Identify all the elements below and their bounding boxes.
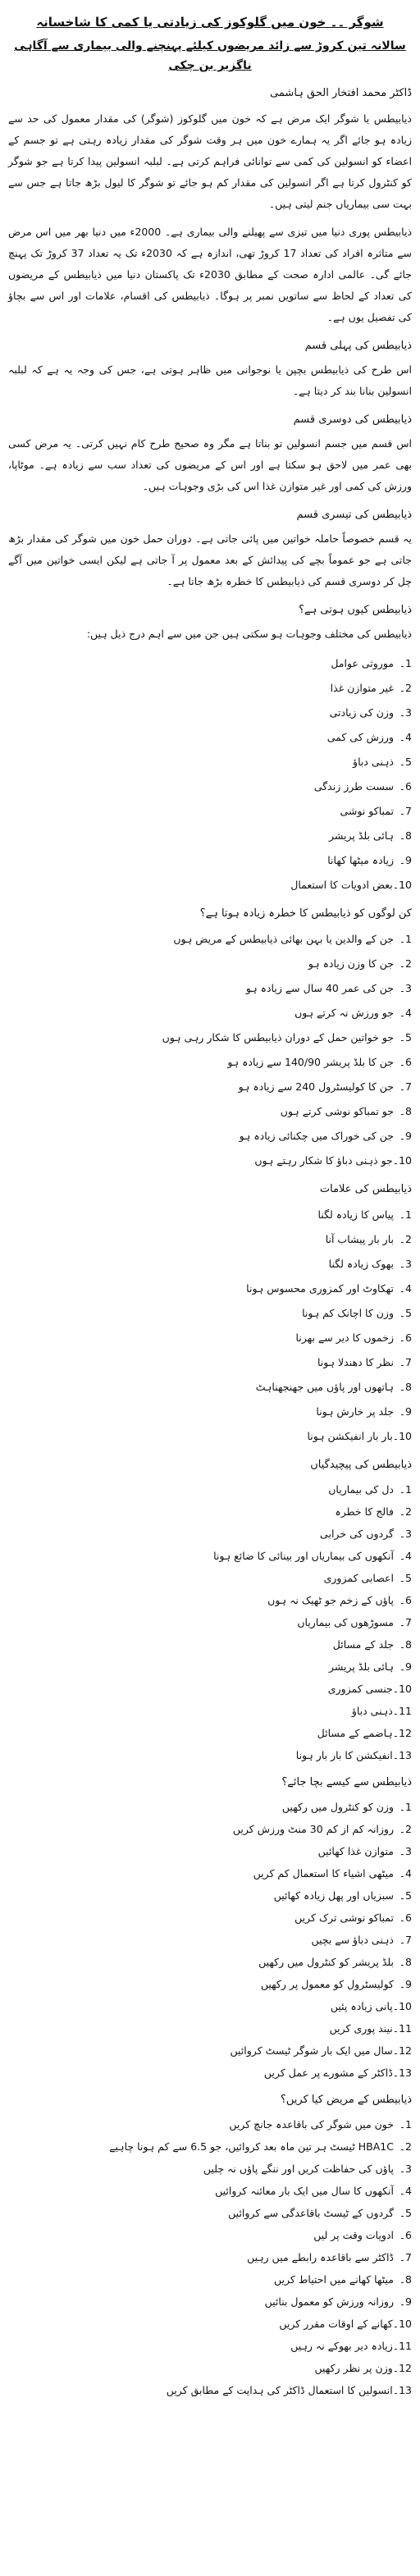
list-item-number: 2۔ bbox=[399, 1233, 412, 1245]
list-item-number: 1۔ bbox=[399, 2118, 412, 2131]
list-item-text: میٹھا کھانے میں احتیاط کریں bbox=[274, 2273, 394, 2286]
list-item-number: 4۔ bbox=[399, 731, 412, 743]
list-item bbox=[8, 1973, 412, 1995]
list-item-number: 2۔ bbox=[399, 1505, 412, 1518]
list-item-text: تھکاوٹ اور کمزوری محسوس ہونا bbox=[246, 1282, 394, 1295]
list-item-number: 6۔ bbox=[399, 1594, 412, 1606]
list-item bbox=[8, 1678, 412, 1700]
tests-list bbox=[8, 2113, 412, 2401]
list-item bbox=[8, 1929, 412, 1951]
list-item-text: جن کا بلڈ پریشر 140/90 سے زیادہ ہو bbox=[227, 1056, 394, 1068]
causes-intro: ذیابیطس کی مختلف وجوہات ہو سکتی ہیں جن میں سے اہم درج ذیل ہیں: bbox=[86, 628, 412, 640]
list-item bbox=[8, 873, 412, 897]
list-item-text: دل کی بیماریاں bbox=[328, 1483, 394, 1496]
list-item-text: جن کی عمر 40 سال سے زیادہ ہو bbox=[245, 982, 394, 994]
list-item bbox=[8, 2224, 412, 2246]
list-item-text: سست طرز زندگی bbox=[313, 780, 394, 792]
list-item-number: 9۔ bbox=[399, 2295, 412, 2308]
list-item-text: ہاضمے کے مسائل bbox=[317, 1727, 393, 1739]
list-item bbox=[8, 976, 412, 1001]
type2-heading: ذیابیطس کی دوسری قسم bbox=[293, 413, 412, 426]
list-item-text: زخموں کا دیر سے بھرنا bbox=[295, 1331, 394, 1344]
list-item bbox=[8, 1500, 412, 1523]
list-item-text: خون میں شوگر کی باقاعدہ جانچ کریں bbox=[229, 2118, 394, 2131]
list-item-number: 9۔ bbox=[399, 1660, 412, 1673]
risk-heading: کن لوگوں کو ذیابیطس کا خطرہ زیادہ ہوتا ہے؟ bbox=[199, 907, 412, 920]
list-item-text: جو خواتین حمل کے دوران ذیابیطس کا شکار رہی ہوں bbox=[162, 1031, 394, 1044]
list-item-text: ڈاکٹر کے مشورے پر عمل کریں bbox=[263, 2067, 393, 2079]
type1-heading: ذیابیطس کی پہلی قسم bbox=[304, 340, 412, 352]
list-item bbox=[8, 1862, 412, 1884]
list-item-text: نیند پوری کریں bbox=[329, 2022, 393, 2035]
list-item-number: 12۔ bbox=[392, 2362, 412, 2374]
list-item-number: 3۔ bbox=[399, 706, 412, 719]
list-item-number: 9۔ bbox=[399, 1978, 412, 1990]
list-item bbox=[8, 1227, 412, 1252]
list-item-text: ادویات وقت پر لیں bbox=[313, 2229, 394, 2241]
list-item-text: غیر متوازن غذا bbox=[330, 682, 394, 694]
list-item bbox=[8, 848, 412, 873]
list-item-number: 3۔ bbox=[399, 1258, 412, 1270]
list-item-text: جو تمباکو نوشی کرتے ہوں bbox=[280, 1105, 394, 1117]
risk-list bbox=[8, 927, 412, 1173]
list-item-text: وزن پر نظر رکھیں bbox=[314, 2362, 393, 2374]
list-item-text: ذہنی دباؤ bbox=[353, 756, 394, 768]
list-item-number: 6۔ bbox=[399, 2229, 412, 2241]
list-item-text: زیادہ دیر بھوکے نہ رہیں bbox=[290, 2340, 393, 2352]
tests-heading: ذیابیطس کے مریض کیا کریں؟ bbox=[280, 2094, 412, 2106]
symptoms-list bbox=[8, 1203, 412, 1449]
list-item bbox=[8, 1400, 412, 1424]
list-item bbox=[8, 2180, 412, 2202]
list-item-text: ہاتھوں اور پاؤں میں جھنجھناہٹ bbox=[255, 1381, 394, 1393]
list-item bbox=[8, 1567, 412, 1589]
list-item bbox=[8, 1326, 412, 1350]
type3-paragraph: یہ قسم خصوصاً حاملہ خواتین میں پائی جاتی ہے۔ دوران حمل خون میں شوگر کی مقدار بڑھ جاتی ہے جو عموماً بچے کی پیدائش کے بعد معمول پر آ جاتی ہے لیکن ایسی خواتین میں آگے چل کر دوسری قسم کی ذیابیطس کا خطرہ بڑھ جاتا ہے۔ bbox=[8, 532, 412, 587]
list-item-number: 8۔ bbox=[399, 1638, 412, 1651]
list-item-number: 4۔ bbox=[399, 1550, 412, 1562]
list-item-text: موروثی عوامل bbox=[331, 657, 394, 669]
list-item-text: تمباکو نوشی bbox=[340, 805, 394, 817]
list-item-number: 5۔ bbox=[399, 2207, 412, 2219]
list-item-text: وزن کو کنٹرول میں رکھیں bbox=[281, 1801, 394, 1813]
list-item bbox=[8, 1149, 412, 1173]
list-item bbox=[8, 2313, 412, 2335]
intro-paragraph: ذیابیطس یا شوگر ایک مرض ہے کہ خون میں گلوکوز (شوگر) کی مقدار معمول کی حد سے زیادہ ہو جائے اگر یہ ہمارے خون میں ہر وقت شوگر کی مقدار زیادہ رہتی ہے تو جسم کے اعضاء کو انسولین کی کمی سے توانائی فراہم کرتی ہے۔ لبلبہ انسولین پیدا کرتا ہے جو شوگر کو کنٹرول کرتا ہے اگر انسولین کی مقدار کم ہو جائے تو شوگر کا لیول بڑھ جاتا ہے جس سے بہت سی بیماریاں جنم لیتی ہیں۔ bbox=[8, 112, 412, 210]
article-subheadline: سالانہ تین کروڑ سے زائد مریضوں کیلئے پہنچنے والی بیماری سے آگاہی ناگزیر بن چکی bbox=[14, 39, 406, 72]
list-item-text: ہائی بلڈ پریشر bbox=[328, 1660, 394, 1673]
list-item-text: جن کے والدین یا بہن بھائی ذیابیطس کے مریض ہوں bbox=[173, 933, 394, 945]
list-item-text: وزن کا اچانک کم ہونا bbox=[302, 1307, 394, 1319]
list-item bbox=[8, 2062, 412, 2084]
list-item bbox=[8, 2291, 412, 2313]
list-item bbox=[8, 1951, 412, 1973]
list-item-text: ذہنی دباؤ bbox=[351, 1705, 393, 1717]
list-item bbox=[8, 1124, 412, 1149]
list-item-number: 1۔ bbox=[399, 1483, 412, 1496]
list-item-number: 3۔ bbox=[399, 2163, 412, 2175]
list-item-number: 6۔ bbox=[399, 780, 412, 792]
list-item-text: متوازن غذا کھائیں bbox=[317, 1845, 394, 1857]
list-item-number: 10۔ bbox=[392, 2000, 412, 2012]
type3-heading: ذیابیطس کی تیسری قسم bbox=[296, 509, 412, 521]
list-item-number: 10۔ bbox=[392, 1154, 412, 1167]
list-item bbox=[8, 1545, 412, 1567]
list-item-text: پاؤں کی حفاظت کریں اور ننگے پاؤں نہ چلیں bbox=[203, 2163, 394, 2175]
list-item-text: ہائی بلڈ پریشر bbox=[328, 829, 394, 842]
prevention-heading: ذیابیطس سے کیسے بچا جائے؟ bbox=[281, 1776, 412, 1788]
list-item-text: جنسی کمزوری bbox=[327, 1683, 393, 1695]
list-item bbox=[8, 2379, 412, 2401]
list-item-number: 8۔ bbox=[399, 1381, 412, 1393]
list-item-number: 1۔ bbox=[399, 1801, 412, 1813]
list-item-text: جو ورزش نہ کرتے ہوں bbox=[294, 1007, 394, 1019]
list-item-text: پاؤں کے زخم جو ٹھیک نہ ہوں bbox=[267, 1594, 394, 1606]
list-item-number: 5۔ bbox=[399, 1031, 412, 1044]
list-item-number: 12۔ bbox=[392, 2044, 412, 2057]
list-item-number: 7۔ bbox=[399, 1356, 412, 1368]
list-item bbox=[8, 1840, 412, 1862]
intro-paragraph: ذیابیطس پوری دنیا میں تیزی سے پھیلنے والی بیماری ہے۔ 2000ء میں دنیا بھر میں اس مرض سے متاثرہ افراد کی تعداد 17 کروڑ تھی، اندازہ ہے کہ 2030ء تک یہ تعداد 37 کروڑ تک پہنچ جائے گی۔ عالمی ادارہ صحت کے مطابق 2030ء تک پاکستان دنیا میں ذیابیطس کے مریضوں کی تعداد کے لحاظ سے ساتویں نمبر پر ہوگا۔ ذیابیطس کی اقسام، علامات اور اس سے بچاؤ کی تفصیل یوں ہے۔ bbox=[8, 226, 413, 323]
list-item-number: 4۔ bbox=[399, 1867, 412, 1879]
list-item-number: 1۔ bbox=[399, 657, 412, 669]
list-item-number: 3۔ bbox=[399, 1528, 412, 1540]
article-author: ڈاکٹر محمد افتخار الحق ہاشمی bbox=[270, 87, 412, 99]
list-item bbox=[8, 1025, 412, 1050]
causes-list bbox=[8, 651, 412, 897]
list-item-number: 2۔ bbox=[399, 957, 412, 970]
list-item bbox=[8, 1301, 412, 1326]
complications-list bbox=[8, 1478, 412, 1766]
list-item-number: 11۔ bbox=[392, 2022, 412, 2035]
list-item-text: کولیسٹرول کو معمول پر رکھیں bbox=[260, 1978, 394, 1990]
list-item-text: HBA1C ٹیسٹ ہر تین ماہ بعد کروائیں، جو 6.5 سے کم ہونا چاہیے bbox=[109, 2140, 394, 2153]
list-item-text: بار بار پیشاب آنا bbox=[325, 1233, 394, 1245]
list-item-text: میٹھی اشیاء کا استعمال کم کریں bbox=[253, 1867, 394, 1879]
list-item-text: آنکھوں کا سال میں ایک بار معائنہ کروائیں bbox=[215, 2185, 394, 2197]
list-item bbox=[8, 1523, 412, 1545]
type2-paragraph: اس قسم میں جسم انسولین تو بناتا ہے مگر وہ صحیح طرح کام نہیں کرتی۔ یہ مرض کسی بھی عمر میں لاحق ہو سکتا ہے اور اس کے مریضوں کی تعداد سب سے زیادہ ہے۔ موٹاپا، ورزش کی کمی اور غیر متوازن غذا اس کی بڑی وجوہات ہیں۔ bbox=[8, 437, 412, 492]
list-item bbox=[8, 1589, 412, 1611]
list-item-number: 7۔ bbox=[399, 805, 412, 817]
list-item-number: 7۔ bbox=[399, 2251, 412, 2263]
list-item bbox=[8, 927, 412, 952]
list-item-text: روزانہ ورزش کو معمول بنائیں bbox=[264, 2295, 394, 2308]
list-item-text: جن کا وزن زیادہ ہو bbox=[308, 957, 394, 970]
list-item-text: سال میں ایک بار شوگر ٹیسٹ کروائیں bbox=[230, 2044, 393, 2057]
list-item-number: 9۔ bbox=[399, 1130, 412, 1142]
list-item bbox=[8, 1252, 412, 1277]
list-item-number: 7۔ bbox=[399, 1080, 412, 1093]
list-item bbox=[8, 2039, 412, 2062]
list-item bbox=[8, 1075, 412, 1099]
list-item bbox=[8, 824, 412, 848]
list-item-number: 1۔ bbox=[399, 1208, 412, 1221]
list-item-number: 9۔ bbox=[399, 854, 412, 866]
list-item-text: اعصابی کمزوری bbox=[323, 1572, 394, 1584]
list-item-text: بار بار انفیکشن ہونا bbox=[307, 1430, 393, 1442]
list-item bbox=[8, 2335, 412, 2357]
list-item bbox=[8, 750, 412, 774]
list-item bbox=[8, 701, 412, 725]
list-item-number: 5۔ bbox=[399, 1572, 412, 1584]
list-item-number: 4۔ bbox=[399, 2185, 412, 2197]
list-item-number: 5۔ bbox=[399, 1307, 412, 1319]
list-item-number: 8۔ bbox=[399, 2273, 412, 2286]
list-item-text: ورزش کی کمی bbox=[326, 731, 394, 743]
list-item bbox=[8, 1050, 412, 1075]
list-item-text: انسولین کا استعمال ڈاکٹر کی ہدایت کے مطابق کریں bbox=[166, 2384, 393, 2396]
list-item-number: 8۔ bbox=[399, 829, 412, 842]
list-item-text: جلد پر خارش ہونا bbox=[316, 1405, 394, 1418]
list-item-number: 8۔ bbox=[399, 1956, 412, 1968]
list-item bbox=[8, 2158, 412, 2180]
list-item bbox=[8, 1700, 412, 1722]
list-item bbox=[8, 1350, 412, 1375]
list-item-number: 13۔ bbox=[392, 2067, 412, 2079]
article-headline: شوگر ۔۔ خون میں گلوکوز کی زیادتی یا کمی کا شاخسانہ bbox=[36, 15, 384, 30]
list-item-number: 4۔ bbox=[399, 1007, 412, 1019]
causes-heading: ذیابیطس کیوں ہوتی ہے؟ bbox=[299, 604, 412, 616]
list-item bbox=[8, 1203, 412, 1227]
list-item-number: 7۔ bbox=[399, 1616, 412, 1628]
list-item-text: جو ذہنی دباؤ کا شکار رہتے ہوں bbox=[254, 1154, 393, 1167]
list-item-number: 3۔ bbox=[399, 1845, 412, 1857]
list-item-number: 7۔ bbox=[399, 1934, 412, 1946]
list-item bbox=[8, 2357, 412, 2379]
list-item-number: 10۔ bbox=[392, 1683, 412, 1695]
list-item-text: سبزیاں اور پھل زیادہ کھائیں bbox=[273, 1889, 394, 1902]
list-item bbox=[8, 1722, 412, 1744]
list-item bbox=[8, 651, 412, 676]
list-item-text: جن کا کولیسٹرول 240 سے زیادہ ہو bbox=[238, 1080, 394, 1093]
list-item-text: روزانہ کم از کم 30 منٹ ورزش کریں bbox=[232, 1823, 394, 1835]
list-item bbox=[8, 1611, 412, 1633]
list-item bbox=[8, 2246, 412, 2268]
list-item bbox=[8, 2135, 412, 2158]
list-item bbox=[8, 2113, 412, 2135]
list-item-number: 6۔ bbox=[399, 1331, 412, 1344]
list-item bbox=[8, 1375, 412, 1400]
list-item-text: گردوں کی خرابی bbox=[320, 1528, 394, 1540]
list-item-text: تمباکو نوشی ترک کریں bbox=[294, 1911, 394, 1924]
list-item-text: کھانے کے اوقات مقرر کریں bbox=[279, 2318, 393, 2330]
list-item-number: 4۔ bbox=[399, 1282, 412, 1295]
list-item-number: 10۔ bbox=[392, 2318, 412, 2330]
list-item-text: زیادہ میٹھا کھانا bbox=[327, 854, 394, 866]
list-item-text: پانی زیادہ پئیں bbox=[330, 2000, 393, 2012]
list-item-number: 10۔ bbox=[392, 1430, 412, 1442]
list-item bbox=[8, 1001, 412, 1025]
list-item-number: 1۔ bbox=[399, 933, 412, 945]
list-item-text: جن کی خوراک میں چکنائی زیادہ ہو bbox=[239, 1130, 394, 1142]
list-item bbox=[8, 2268, 412, 2291]
list-item-text: گردوں کے ٹیسٹ باقاعدگی سے کروائیں bbox=[228, 2207, 394, 2219]
list-item bbox=[8, 1424, 412, 1449]
complications-heading: ذیابیطس کی پیچیدگیاں bbox=[310, 1459, 412, 1471]
list-item-text: جلد کے مسائل bbox=[332, 1638, 394, 1651]
list-item bbox=[8, 725, 412, 750]
list-item-text: آنکھوں کی بیماریاں اور بینائی کا ضائع ہونا bbox=[213, 1550, 394, 1562]
list-item-number: 2۔ bbox=[399, 682, 412, 694]
list-item-number: 11۔ bbox=[392, 1705, 412, 1717]
list-item-text: پیاس کا زیادہ لگنا bbox=[317, 1208, 394, 1221]
list-item-text: بلڈ پریشر کو کنٹرول میں رکھیں bbox=[258, 1956, 394, 1968]
list-item-number: 8۔ bbox=[399, 1105, 412, 1117]
list-item bbox=[8, 1099, 412, 1124]
list-item-number: 5۔ bbox=[399, 1889, 412, 1902]
list-item-number: 2۔ bbox=[399, 1823, 412, 1835]
list-item bbox=[8, 1884, 412, 1907]
list-item-number: 9۔ bbox=[399, 1405, 412, 1418]
list-item bbox=[8, 1796, 412, 1818]
list-item bbox=[8, 1277, 412, 1301]
list-item-text: وزن کی زیادتی bbox=[329, 706, 394, 719]
prevention-list bbox=[8, 1796, 412, 2084]
list-item bbox=[8, 2017, 412, 2039]
list-item bbox=[8, 1818, 412, 1840]
list-item bbox=[8, 2202, 412, 2224]
list-item bbox=[8, 676, 412, 701]
list-item bbox=[8, 1478, 412, 1500]
list-item bbox=[8, 1907, 412, 1929]
symptoms-heading: ذیابیطس کی علامات bbox=[319, 1183, 412, 1195]
list-item bbox=[8, 1633, 412, 1656]
list-item-text: ذہنی دباؤ سے بچیں bbox=[311, 1934, 394, 1946]
list-item-number: 6۔ bbox=[399, 1056, 412, 1068]
list-item-text: بعض ادویات کا استعمال bbox=[290, 879, 393, 891]
list-item bbox=[8, 799, 412, 824]
list-item bbox=[8, 952, 412, 976]
list-item-number: 5۔ bbox=[399, 756, 412, 768]
list-item-text: مسوڑھوں کی بیماریاں bbox=[297, 1616, 394, 1628]
list-item-text: بھوک زیادہ لگنا bbox=[328, 1258, 394, 1270]
type1-paragraph: اس طرح کی ذیابیطس بچپن یا نوجوانی میں ظاہر ہوتی ہے، جس کی وجہ یہ ہے کہ لبلبہ انسولین بنانا بند کر دیتا ہے۔ bbox=[8, 363, 412, 397]
list-item bbox=[8, 1656, 412, 1678]
list-item-number: 11۔ bbox=[392, 2340, 412, 2352]
list-item-number: 13۔ bbox=[392, 2384, 412, 2396]
list-item-number: 10۔ bbox=[392, 879, 412, 891]
list-item-text: ڈاکٹر سے باقاعدہ رابطے میں رہیں bbox=[247, 2251, 394, 2263]
list-item-text: فالج کا خطرہ bbox=[335, 1505, 394, 1518]
list-item-number: 12۔ bbox=[392, 1727, 412, 1739]
list-item bbox=[8, 1995, 412, 2017]
list-item bbox=[8, 1744, 412, 1766]
list-item-text: انفیکشن کا بار بار ہونا bbox=[295, 1749, 393, 1761]
list-item-number: 6۔ bbox=[399, 1911, 412, 1924]
list-item-number: 2۔ bbox=[399, 2140, 412, 2153]
list-item-text: نظر کا دھندلا ہونا bbox=[317, 1356, 394, 1368]
list-item-number: 3۔ bbox=[399, 982, 412, 994]
list-item-number: 13۔ bbox=[392, 1749, 412, 1761]
list-item bbox=[8, 774, 412, 799]
